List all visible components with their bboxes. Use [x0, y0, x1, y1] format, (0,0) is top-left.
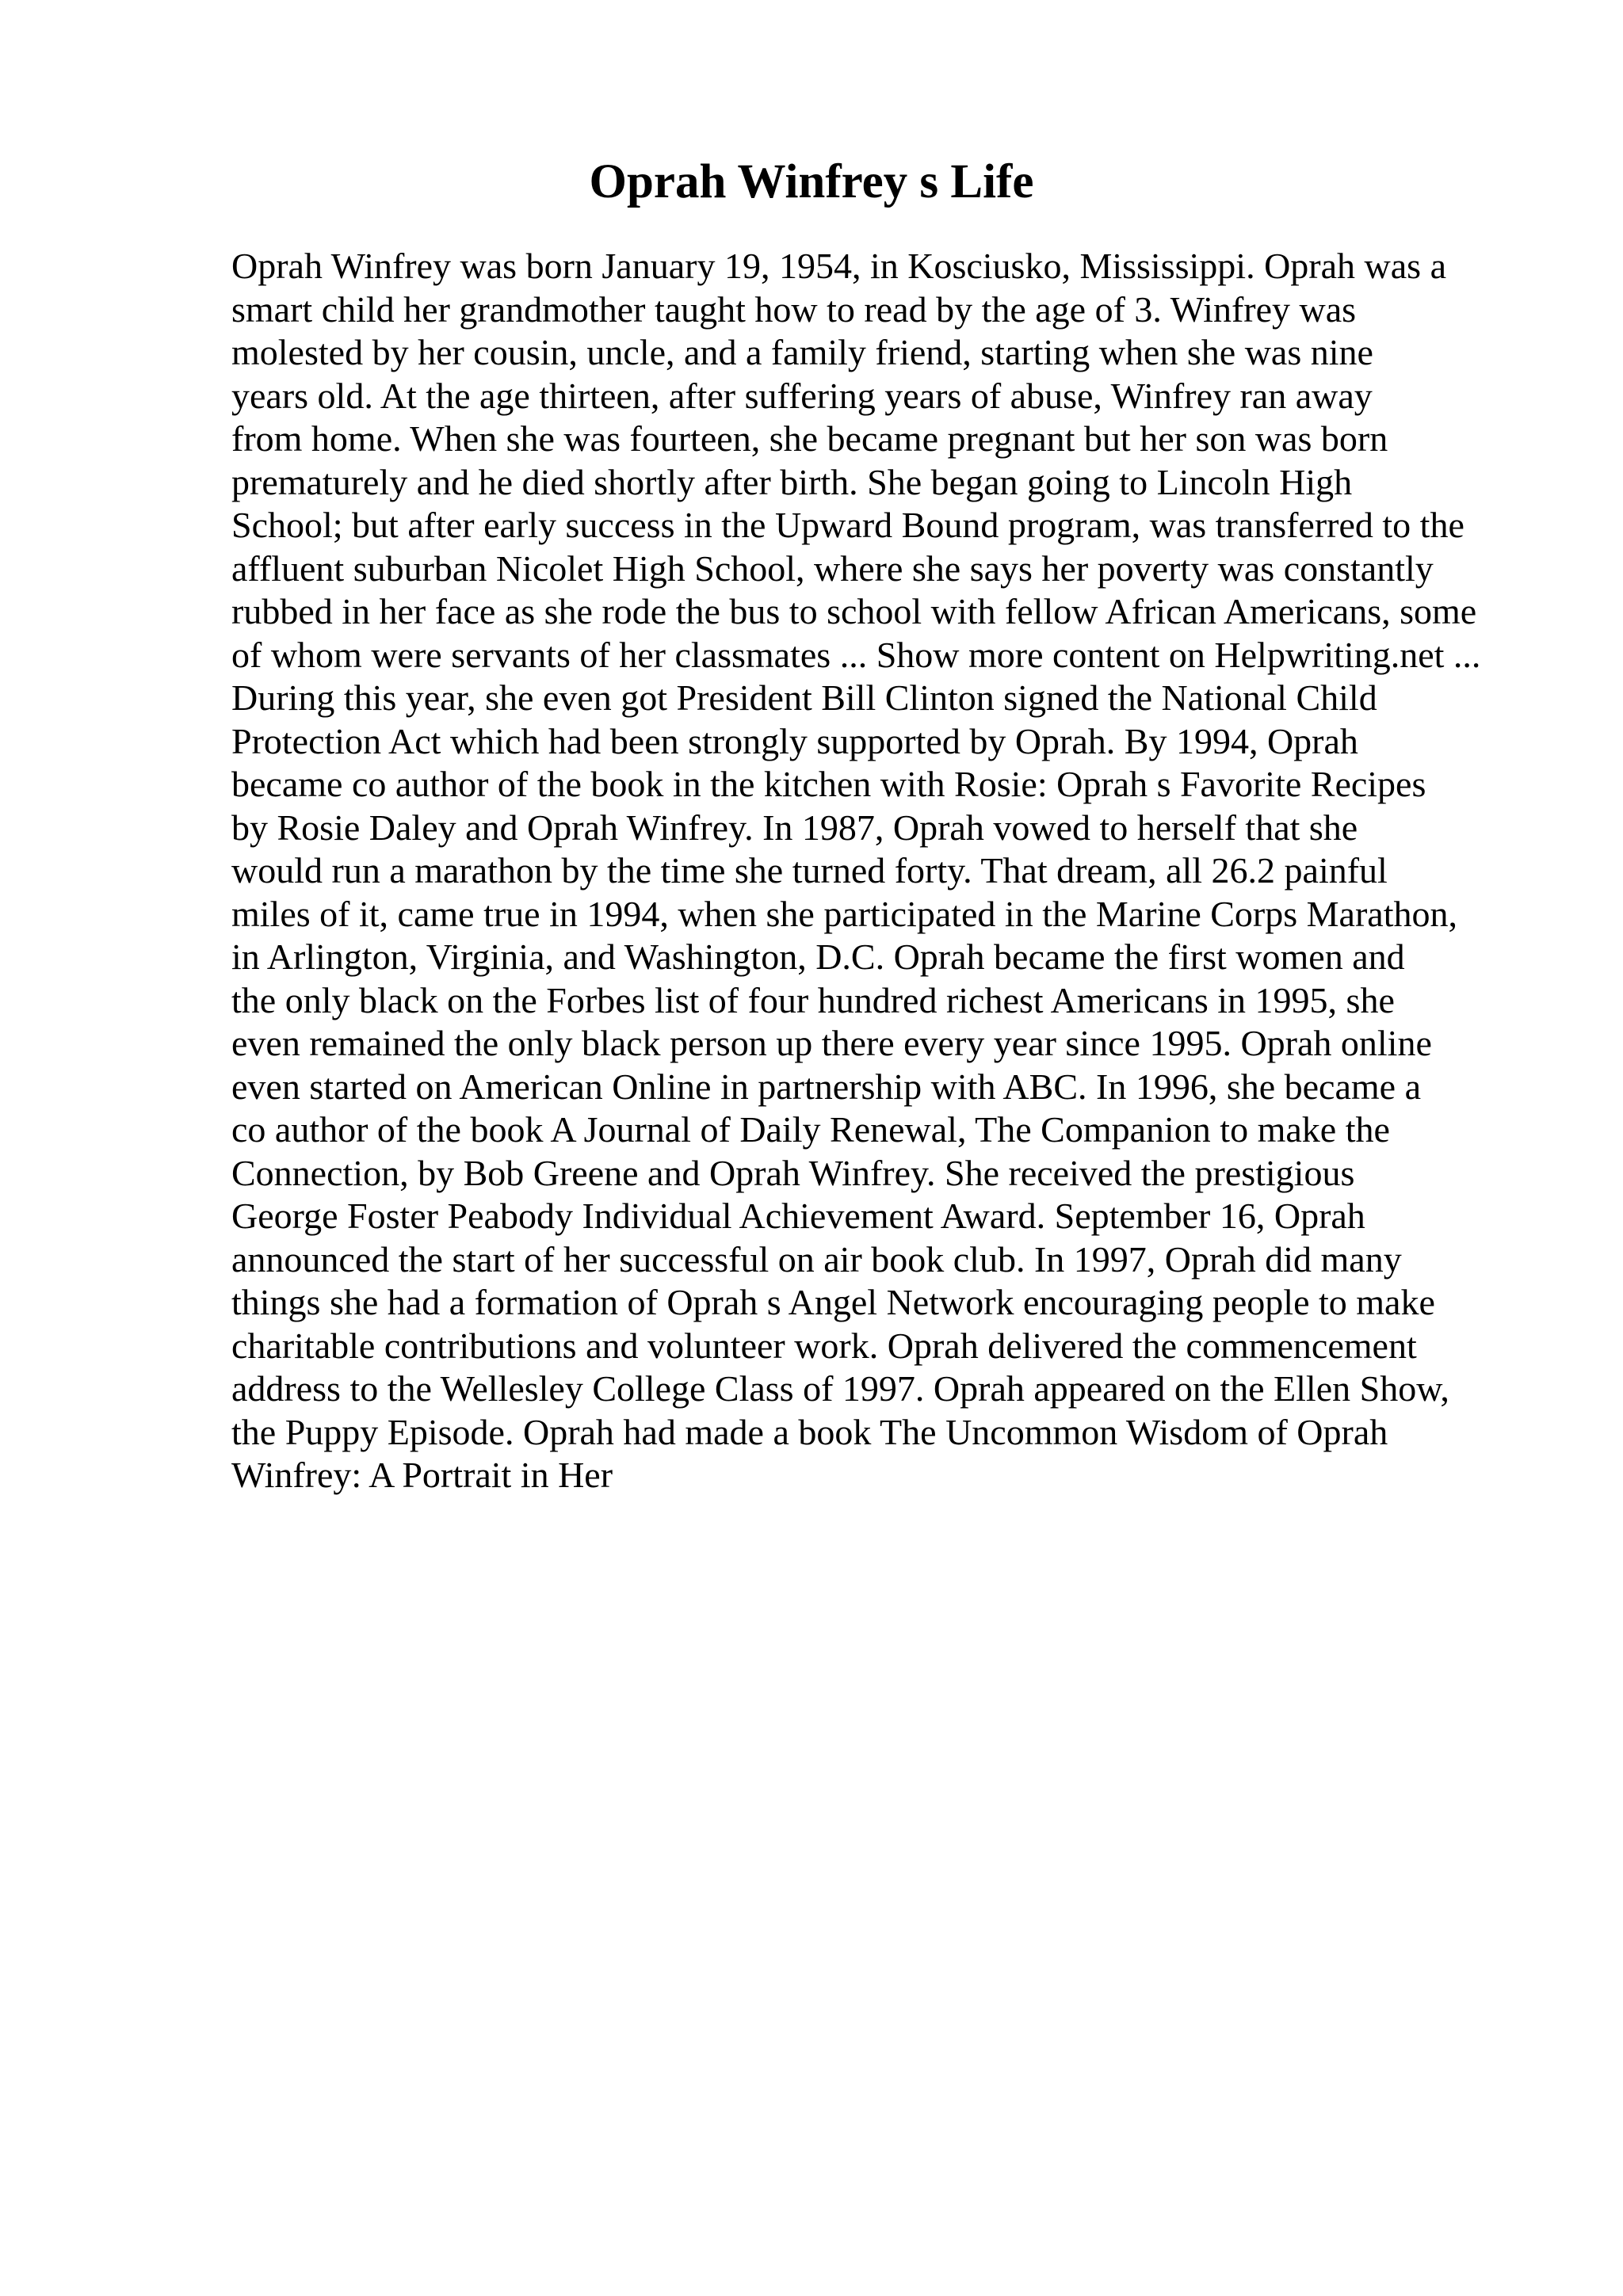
- body-line: During this year, she even got President Bill Clinton signed the National Child: [231, 677, 1377, 718]
- body-line: Oprah Winfrey was born January 19, 1954, in Kosciusko, Mississippi. Oprah was a: [231, 246, 1446, 286]
- body-line: School; but after early success in the Upward Bound program, was transferred to the: [231, 505, 1465, 545]
- body-line: by Rosie Daley and Oprah Winfrey. In 1987, Oprah vowed to herself that she: [231, 807, 1358, 848]
- body-line: molested by her cousin, uncle, and a family friend, starting when she was nine: [231, 332, 1373, 372]
- body-line: smart child her grandmother taught how to read by the age of 3. Winfrey was: [231, 288, 1357, 330]
- body-line: Winfrey: A Portrait in Her: [231, 1455, 613, 1495]
- body-line: George Foster Peabody Individual Achievement Award. September 16, Oprah: [231, 1196, 1365, 1236]
- document-body: [231, 245, 1594, 1497]
- body-line: charitable contributions and volunteer work. Oprah delivered the commencement: [231, 1325, 1417, 1366]
- body-line: miles of it, came true in 1994, when she participated in the Marine Corps Marathon,: [231, 893, 1457, 934]
- body-line: announced the start of her successful on air book club. In 1997, Oprah did many: [231, 1238, 1402, 1280]
- body-line: Protection Act which had been strongly supported by Oprah. By 1994, Oprah: [231, 720, 1358, 761]
- body-line: years old. At the age thirteen, after suffering years of abuse, Winfrey ran away: [231, 375, 1373, 416]
- body-line: became co author of the book in the kitchen with Rosie: Oprah s Favorite Recipes: [231, 764, 1426, 804]
- body-line: co author of the book A Journal of Daily Renewal, The Companion to make the: [231, 1109, 1390, 1150]
- body-line: prematurely and he died shortly after birth. She began going to Lincoln High: [231, 461, 1353, 502]
- document-title: Oprah Winfrey s Life: [589, 155, 1034, 208]
- body-line: the Puppy Episode. Oprah had made a book The Uncommon Wisdom of Oprah: [231, 1411, 1388, 1452]
- body-line: even remained the only black person up there every year since 1995. Oprah online: [231, 1023, 1432, 1063]
- body-line: affluent suburban Nicolet High School, where she says her poverty was constantly: [231, 547, 1434, 589]
- body-line: things she had a formation of Oprah s Angel Network encouraging people to make: [231, 1282, 1435, 1322]
- body-line: address to the Wellesley College Class of 1997. Oprah appeared on the Ellen Show,: [231, 1368, 1449, 1409]
- body-line: in Arlington, Virginia, and Washington, D.C. Oprah became the first women and: [231, 936, 1405, 977]
- body-line: rubbed in her face as she rode the bus to school with fellow African Americans, some: [231, 591, 1477, 631]
- body-line: Connection, by Bob Greene and Oprah Winfrey. She received the prestigious: [231, 1152, 1355, 1193]
- body-line: even started on American Online in partnership with ABC. In 1996, she became a: [231, 1066, 1421, 1107]
- body-line: would run a marathon by the time she turned forty. That dream, all 26.2 painful: [231, 850, 1388, 891]
- body-line: the only black on the Forbes list of four hundred richest Americans in 1995, she: [231, 979, 1395, 1020]
- body-line: from home. When she was fourteen, she became pregnant but her son was born: [231, 418, 1388, 459]
- body-line: of whom were servants of her classmates ... Show more content on Helpwriting.net ...: [231, 634, 1481, 675]
